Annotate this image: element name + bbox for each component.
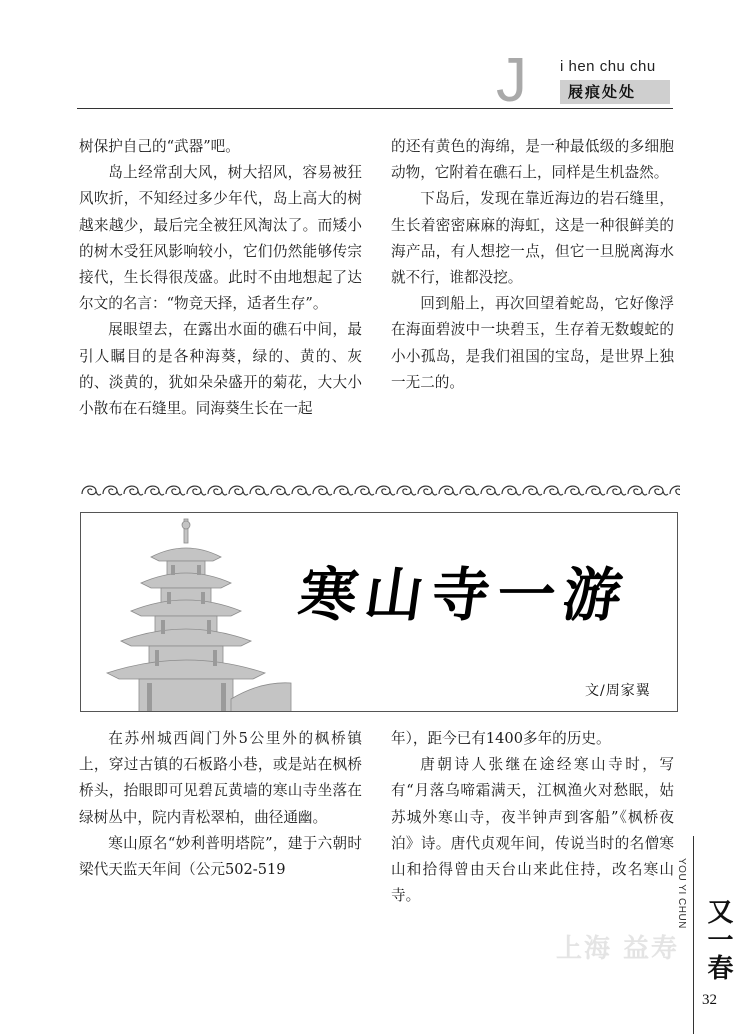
article2-column-left [79, 726, 362, 883]
header-rule [77, 108, 673, 109]
paragraph: 的还有黄色的海绵，是一种最低级的多细胞动物，它附着在礁石上，同样是生机盎然。 [391, 138, 674, 182]
magazine-name: 又一春 [703, 898, 733, 982]
watermark-logo: 上海 益寿 [556, 934, 680, 964]
wave-scroll-divider-icon [80, 482, 680, 498]
paragraph: 岛上经常刮大风，树大招风，容易被狂风吹折，不知经过多少年代，岛上高大的树越来越少，最后完全被狂风淘汰了。而矮小的树木受狂风影响较小，它们仍然能够传宗接代，生长得很茂盛。此时不由地想起了达尔文的名言：“物竞天择，适者生存”。 [79, 164, 362, 313]
paragraph: 年），距今已有1400多年的历史。 [391, 730, 611, 747]
article1-column-right [391, 134, 674, 396]
sidebar-rule [693, 836, 694, 1034]
page-number: 32 [702, 992, 717, 1008]
article1-column-left [79, 134, 362, 422]
paragraph: 唐朝诗人张继在途经寒山寺时，写有“月落乌啼霜满天，江枫渔火对愁眠，姑苏城外寒山寺，夜半钟声到客船”《枫桥夜泊》诗。唐代贞观年间，传说当时的名僧寒山和拾得曾由天台山来此住持，改名寒山寺。 [391, 756, 674, 905]
section-pinyin: i hen chu chu [560, 58, 656, 75]
article-title: 寒山寺一游 [294, 561, 635, 629]
section-letter: J [496, 46, 527, 115]
section-title: 屐痕处处 [560, 80, 670, 104]
paragraph: 寒山原名“妙利普明塔院”，建于六朝时梁代天监天年间（公元502-519 [79, 834, 362, 879]
paragraph: 回到船上，再次回望着蛇岛，它好像浮在海面碧波中一块碧玉，生存着无数蝮蛇的小小孤岛，是我们祖国的宝岛，是世界上独一无二的。 [391, 295, 674, 391]
paragraph: 在苏州城西阊门外5公里外的枫桥镇上，穿过古镇的石板路小巷，或是站在枫桥桥头，抬眼即可见碧瓦黄墙的寒山寺坐落在绿树丛中，院内青松翠柏，曲径通幽。 [79, 730, 362, 826]
paragraph: 展眼望去，在露出水面的礁石中间，最引人瞩目的是各种海葵，绿的、黄的、灰的、淡黄的，犹如朵朵盛开的菊花，大大小小散布在石缝里。同海葵生长在一起 [79, 321, 362, 418]
paragraph: 树保护自己的“武器”吧。 [79, 138, 240, 155]
article2-column-right [391, 726, 674, 909]
magazine-name-english: YOU YI CHUN [676, 858, 687, 929]
article-author: 文/周家翼 [585, 683, 651, 699]
paragraph: 下岛后，发现在靠近海边的岩石缝里，生长着密密麻麻的海虹，这是一种很鲜美的海产品，有人想挖一点，但它一旦脱离海水就不行，谁都没挖。 [391, 190, 674, 287]
